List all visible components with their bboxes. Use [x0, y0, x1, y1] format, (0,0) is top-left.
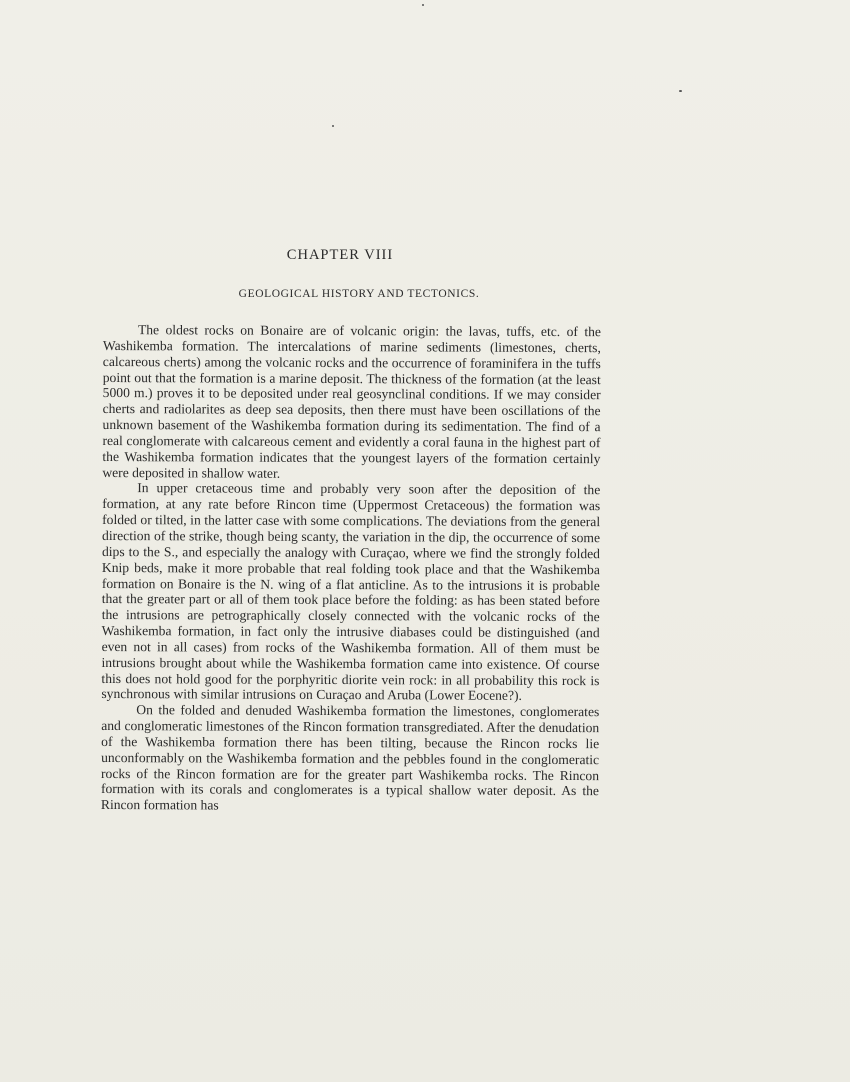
paragraph: The oldest rocks on Bonaire are of volcanic origin: the lavas, tuffs, etc. of the Washikemba formation. The intercalations of marine sediments (limestones, cherts, calcareous cherts) among the volcanic rocks and the occurrence of foraminifera in the tuffs point out that the formation is a marine deposit. The thickness of the formation (at the least 5000 m.) proves it to be deposited under real geosynclinal conditions. If we may consider cherts and radiolarites as deep sea deposits, then there must have been oscillations of the unknown basement of the Washikemba formation during its sedimentation. The find of a real conglomerate with calcareous cement and evidently a coral fauna in the highest part of the Washikemba formation indicates that the youngest layers of the formation certainly were deposited in shallow water.	[102, 322, 601, 481]
scan-speck	[679, 90, 682, 92]
section-heading: GEOLOGICAL HISTORY AND TECTONICS.	[238, 288, 480, 300]
chapter-title: CHAPTER VIII	[286, 247, 394, 263]
paragraph: On the folded and denuded Washikemba formation the limestones, conglomerates and conglomeratic limestones of the Rincon formation transgrediated. After the denudation of the Washikemba formation there has been tilting, because the Rincon rocks lie unconformably on the Washikemba formation and the pebbles found in the conglomeratic rocks of the Rincon formation are for the greater part Washikemba rocks. The Rincon formation with its corals and conglomerates is a typical shallow water deposit. As the Rincon formation has	[100, 702, 600, 813]
scan-speck	[422, 4, 424, 6]
paragraph: In upper cretaceous time and probably very soon after the deposition of the formation, at any rate before Rincon time (Uppermost Cretaceous) the formation was folded or tilted, in the latter case with some complications. The deviations from the general direction of the strike, though being scanty, the variation in the dip, the occurrence of some dips to the S., and especially the analogy with Curaçao, where we find the strongly folded Knip beds, make it more probable that real folding took place and that the Washikemba formation on Bonaire is the N. wing of a flat anticline. As to the intrusions it is probable that the greater part or all of them took place before the folding: as has been stated before the intrusions are petrographically closely connected with the volcanic rocks of the Washikemba formation, in fact only the intrusive diabases could be distinguished (and even not in all cases) from rocks of the Washikemba formation. All of them must be intrusions brought about while the Washikemba formation came into existence. Of course this does not hold good for the porphyritic diorite vein rock: in all probability this rock is synchronous with similar intrusions on Curaçao and Aruba (Lower Eocene?).	[101, 480, 601, 704]
scan-speck	[332, 125, 334, 127]
body-text	[101, 322, 601, 815]
